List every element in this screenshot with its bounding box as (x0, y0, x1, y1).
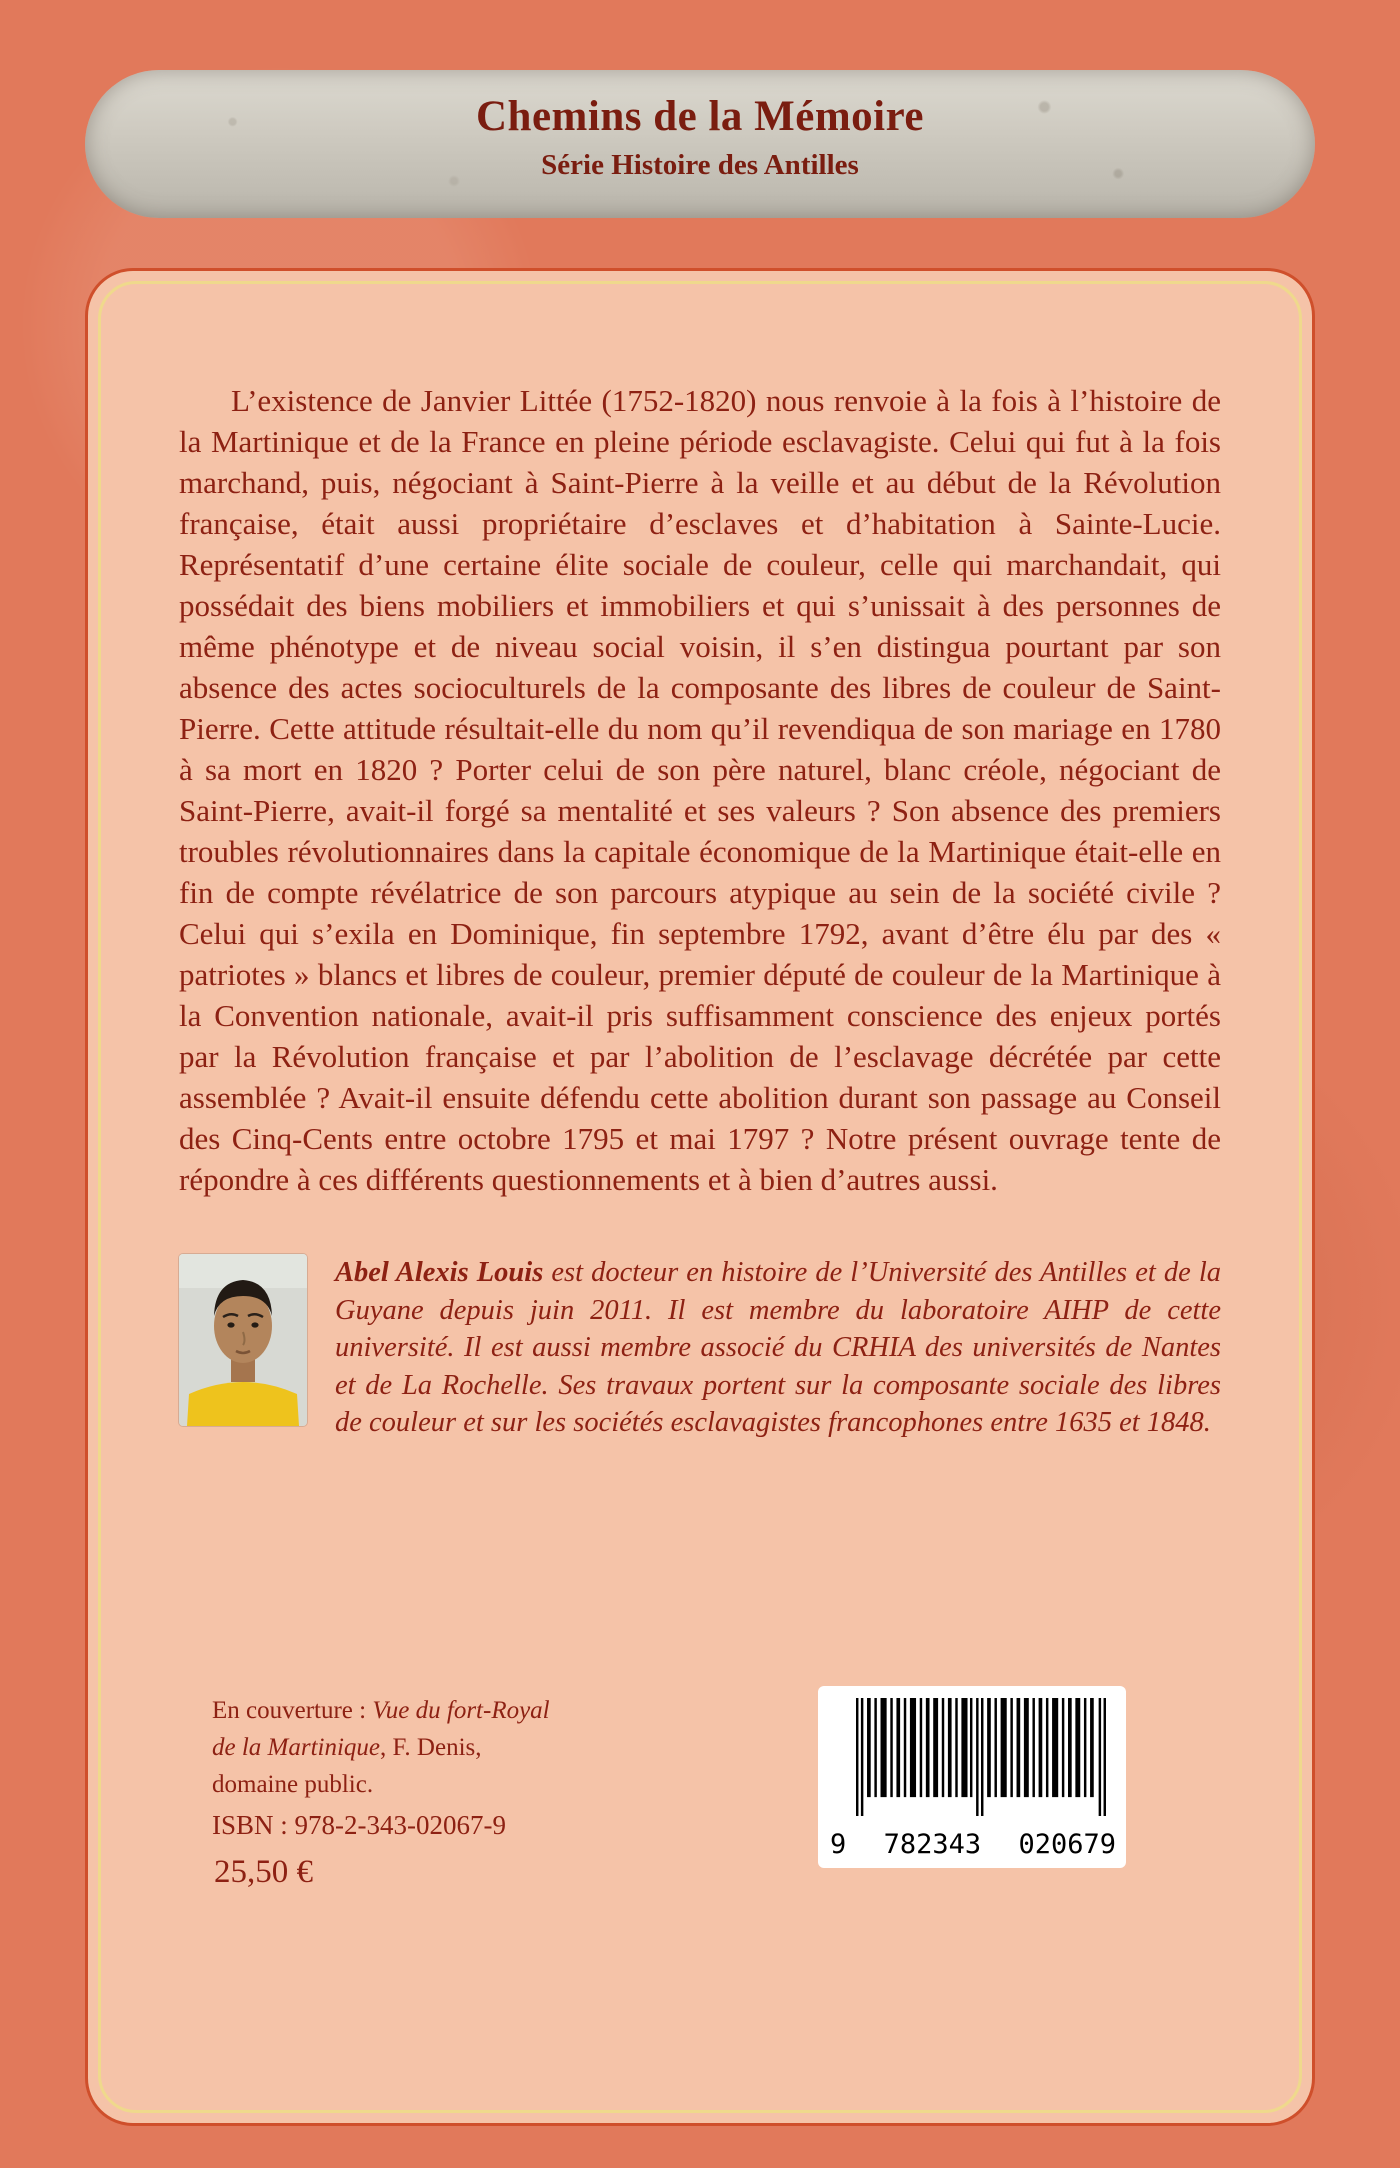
synopsis-text: L’existence de Janvier Littée (1752-1820) nous renvoie à la fois à l’histoire de la Martinique et de la France en pleine période esclavagiste. Celui qui fut à la fois marchand, puis, négociant à Saint-Pierre à la veille et au début de la Révolution française, était aussi propriétaire d’esclaves et d’habitation à Sainte-Lucie. Représentatif d’une certaine élite sociale de couleur, celle qui marchandait, qui possédait des biens mobiliers et immobiliers et qui s’unissait à des personnes de même phénotype et de niveau social voisin, il s’en distingua pourtant par son absence des actes socioculturels de la composante des libres de couleur de Saint-Pierre. Cette attitude résultait-elle du nom qu’il revendiqua de son mariage en 1780 à sa mort en 1820 ? Porter celui de son père naturel, blanc créole, négociant de Saint-Pierre, avait-il forgé sa mentalité et ses valeurs ? Son absence des premiers troubles révolutionnaires dans la capitale économique de la Martinique était-elle en fin de compte révélatrice de son parcours atypique au sein de la société civile ? Celui qui s’exila en Dominique, fin septembre 1792, avant d’être élu par des « patriotes » blancs et libres de couleur, premier député de couleur de la Martinique à la Convention nationale, avait-il pris suffisamment conscience des enjeux portés par la Révolution française et par l’abolition de l’esclavage décrétée par cette assemblée ? Avait-il ensuite défendu cette abolition durant son passage au Conseil des Cinq-Cents entre octobre 1795 et mai 1797 ? Notre présent ouvrage tente de répondre à ces différents questionnements et à bien d’autres aussi. (179, 383, 1221, 1197)
series-banner (85, 70, 1315, 218)
content-panel (85, 268, 1315, 2126)
barcode-digit-first: 9 (830, 1829, 847, 1860)
series-title: Chemins de la Mémoire (476, 93, 924, 140)
author-bio (335, 1254, 1221, 1442)
barcode-bars-icon (856, 1698, 1106, 1816)
cover-credit-suffix: , F. Denis, domaine public. (212, 1734, 482, 1798)
author-name: Abel Alexis Louis (335, 1257, 544, 1288)
barcode-digits-right: 020679 (1018, 1829, 1116, 1860)
isbn-text: ISBN : 978-2-343-02067-9 (212, 1810, 506, 1840)
barcode-digits (830, 1829, 1116, 1860)
author-photo (179, 1254, 307, 1426)
author-section (179, 1254, 1221, 1442)
author-bio-text: est docteur en histoire de l’Université des Antilles et de la Guyane depuis juin 2011. Il est membre du laboratoire AIHP de cette université. Il est aussi membre associé du CRHIA des universités de Nantes et de La Rochelle. Ses travaux portent sur la composante sociale des libres de couleur et sur les sociétés esclavagistes francophones entre 1635 et 1848. (335, 1257, 1221, 1438)
barcode-digits-left: 782343 (883, 1829, 982, 1860)
price-text: 25,50 € (214, 1854, 313, 1890)
series-subtitle: Série Histoire des Antilles (541, 149, 859, 181)
cover-credit-title: Vue du fort-Royal de la Martinique (212, 1697, 550, 1761)
cover-credit (212, 1692, 562, 1803)
barcode (818, 1686, 1126, 1868)
cover-credit-prefix: En couverture : (212, 1697, 373, 1724)
